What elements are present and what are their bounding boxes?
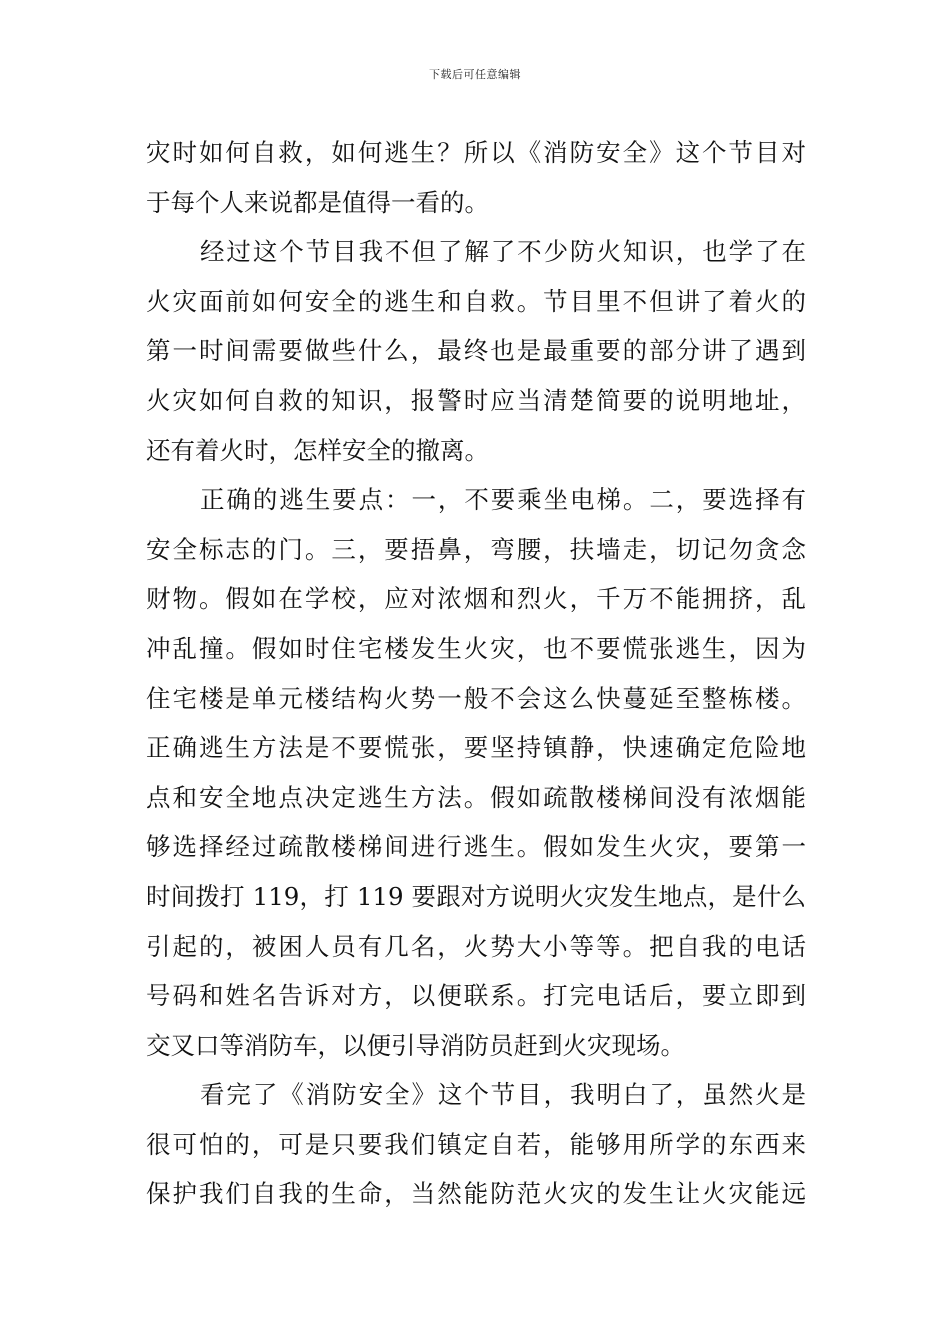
text-line: 正确的逃生要点：一，不要乘坐电梯。二，要选择有	[200, 485, 806, 515]
text-line: 住宅楼是单元楼结构火势一般不会这么快蔓延至整栋楼。	[146, 683, 806, 713]
text-line: 还有着火时，怎样安全的撤离。	[146, 435, 489, 465]
text-line: 冲乱撞。假如时住宅楼发生火灾，也不要慌张逃生，因为	[146, 633, 806, 663]
text-line: 够选择经过疏散楼梯间进行逃生。假如发生火灾，要第一	[146, 832, 806, 862]
text-line: 点和安全地点决定逃生方法。假如疏散楼梯间没有浓烟能	[146, 782, 806, 812]
text-line: 正确逃生方法是不要慌张，要坚持镇静，快速确定危险地	[146, 733, 806, 763]
text-line: 看完了《消防安全》这个节目，我明白了，虽然火是	[200, 1080, 806, 1110]
text-line: 很可怕的，可是只要我们镇定自若，能够用所学的东西来	[146, 1129, 806, 1159]
text-line: 引起的，被困人员有几名，火势大小等等。把自我的电话	[146, 931, 806, 961]
page-header: 下载后可任意编辑	[429, 68, 521, 81]
text-line: 财物。假如在学校，应对浓烟和烈火，千万不能拥挤，乱	[146, 584, 806, 614]
text-line: 于每个人来说都是值得一看的。	[146, 187, 489, 217]
text-line: 经过这个节目我不但了解了不少防火知识，也学了在	[200, 237, 806, 267]
text-line: 灾时如何自救，如何逃生？所以《消防安全》这个节目对	[146, 138, 806, 167]
text-line: 交叉口等消防车，以便引导消防员赶到火灾现场。	[146, 1030, 685, 1060]
text-line: 时间拨打 119，打 119 要跟对方说明火灾发生地点，是什么	[146, 881, 806, 911]
text-line: 第一时间需要做些什么，最终也是最重要的部分讲了遇到	[146, 336, 806, 366]
text-line: 保护我们自我的生命，当然能防范火灾的发生让火灾能远	[146, 1179, 806, 1209]
text-line: 号码和姓名告诉对方，以便联系。打完电话后，要立即到	[146, 981, 806, 1011]
body-text	[146, 128, 806, 1219]
text-line: 火灾如何自救的知识，报警时应当清楚简要的说明地址，	[146, 385, 806, 415]
text-line: 安全标志的门。三，要捂鼻，弯腰，扶墙走，切记勿贪念	[146, 534, 806, 564]
text-line: 火灾面前如何安全的逃生和自救。节目里不但讲了着火的	[146, 286, 806, 316]
